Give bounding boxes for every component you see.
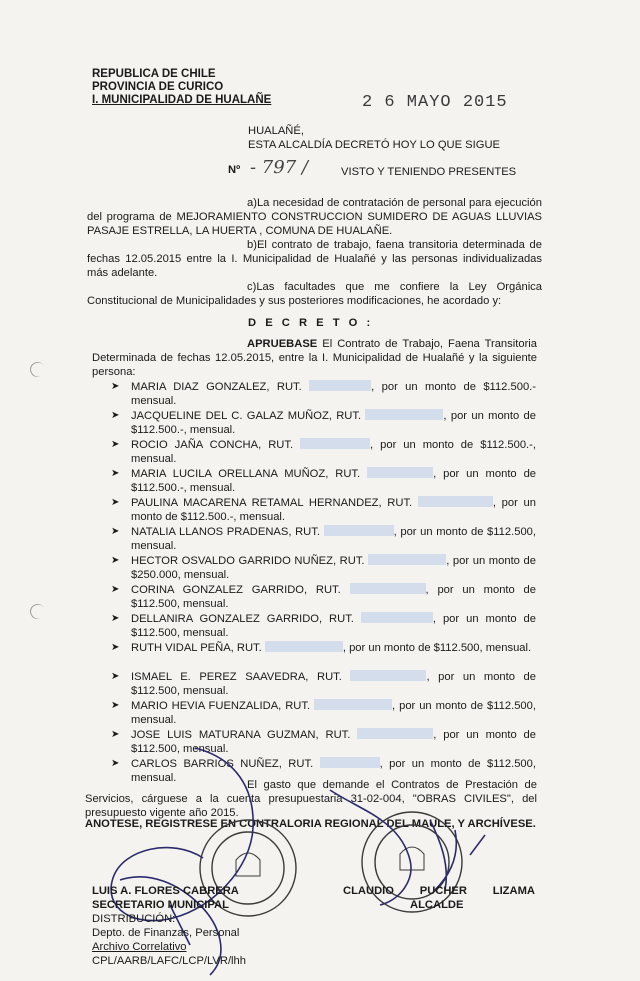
list-item: ➤ NATALIA LLANOS PRADENAS, RUT. , por un monto de $112.500, mensual.: [111, 526, 536, 552]
arrow-bullet-icon: ➤: [111, 555, 120, 566]
anotese-paragraph: ANOTESE, REGISTRESE EN CONTRALORIA REGIONAL DEL MAULE, Y ARCHÍVESE.: [85, 818, 536, 830]
arrow-bullet-icon: ➤: [111, 381, 120, 392]
distribution-initials: CPL/AARB/LAFC/LCP/LVR/lhh: [92, 955, 246, 967]
signer-right-title: ALCALDE: [410, 899, 464, 911]
distribution-line-1: Depto. de Finanzas, Personal: [92, 927, 240, 939]
date-stamp: 2 6 MAYO 2015: [362, 93, 508, 112]
apruebase-text: El Contrato de Trabajo, Faena Transitoria Determinada de fechas 12.05.2015, entre la I. Municipalidad de Hualañé y la siguiente persona:: [92, 338, 537, 378]
arrow-bullet-icon: ➤: [111, 526, 120, 537]
list-item: ➤ MARIO HEVIA FUENZALIDA, RUT. , por un monto de $112.500, mensual.: [111, 700, 536, 726]
apruebase-label: APRUEBASE: [247, 338, 318, 350]
gasto-paragraph: El gasto que demande el Contratos de Prestación de Servicios, cárguese a la cuenta presupuestaria 31-02-004, "OBRAS CIVILES", del presupuesto vigente año 2015.: [85, 779, 537, 819]
list-item: ➤ HECTOR OSVALDO GARRIDO NUÑEZ, RUT. , por un monto de $250.000, mensual.: [111, 555, 536, 581]
arrow-bullet-icon: ➤: [111, 439, 120, 450]
header-municipality: I. MUNICIPALIDAD DE HUALAÑE: [92, 94, 272, 106]
consideration-c: c)Las facultades que me confiere la Ley Orgánica Constitucional de Municipalidades y sus posteriores modificaciones, he acordado y:: [87, 281, 542, 307]
list-item: ➤ RUTH VIDAL PEÑA, RUT. , por un monto de $112.500, mensual.: [111, 642, 532, 654]
arrow-bullet-icon: ➤: [111, 613, 120, 624]
header-province: PROVINCIA DE CURICO: [92, 81, 224, 93]
decree-number: - 797 /: [250, 157, 308, 178]
arrow-bullet-icon: ➤: [111, 642, 120, 653]
list-item: ➤ MARIA DIAZ GONZALEZ, RUT. , por un monto de $112.500.- mensual.: [111, 381, 536, 407]
consideration-a: a)La necesidad de contratación de personal para ejecución del programa de MEJORAMIENTO CONSTRUCCION SUMIDERO DE AGUAS LLUVIAS PASAJE ESTRELLA, LA HUERTA , COMUNA DE HUALAÑE.: [87, 197, 542, 237]
decree-statement: ESTA ALCALDÍA DECRETÓ HOY LO QUE SIGUE: [248, 139, 500, 151]
visto-text: VISTO Y TENIENDO PRESENTES: [341, 166, 517, 178]
distribution-heading: DISTRIBUCIÓN:: [92, 913, 176, 925]
signer-left-title: SECRETARIO MUNICIPAL: [92, 899, 229, 911]
distribution-line-2: Archivo Correlativo: [92, 941, 187, 953]
decree-number-prefix: Nº: [228, 164, 241, 176]
arrow-bullet-icon: ➤: [111, 584, 120, 595]
arrow-bullet-icon: ➤: [111, 497, 120, 508]
list-item: ➤ MARIA LUCILA ORELLANA MUÑOZ, RUT. , por un monto de $112.500.-, mensual.: [111, 468, 537, 494]
list-item: ➤ DELLANIRA GONZALEZ GARRIDO, RUT. , por un monto de $112.500, mensual.: [111, 613, 536, 639]
signer-left-name: LUIS A. FLORES CABRERA: [92, 885, 239, 897]
arrow-bullet-icon: ➤: [111, 410, 120, 421]
list-item: ➤ CARLOS BARRIOS NUÑEZ, RUT. , por un monto de $112.500, mensual.: [111, 758, 536, 784]
place-name: HUALAÑÉ,: [248, 125, 304, 137]
list-item: ➤ CORINA GONZALEZ GARRIDO, RUT. , por un monto de $112.500, mensual.: [111, 584, 536, 610]
list-item: ➤ PAULINA MACARENA RETAMAL HERNANDEZ, RUT. , por un monto de $112.500.-, mensual.: [111, 497, 536, 523]
consideration-b: b)El contrato de trabajo, faena transitoria determinada de fechas 12.05.2015 entre la I. Municipalidad de Hualañé y las personas individualizadas más adelante.: [87, 239, 542, 279]
arrow-bullet-icon: ➤: [111, 729, 120, 740]
decreto-heading: D E C R E T O :: [248, 317, 374, 329]
list-item: ➤ JOSE LUIS MATURANA GUZMAN, RUT. , por un monto de $112.500, mensual.: [111, 729, 536, 755]
list-item: ➤ ROCIO JAÑA CONCHA, RUT. , por un monto de $112.500.-, mensual.: [111, 439, 536, 465]
signer-right-name: CLAUDIO PUCHER LIZAMA: [343, 885, 535, 897]
arrow-bullet-icon: ➤: [111, 758, 120, 769]
list-item: ➤ ISMAEL E. PEREZ SAAVEDRA, RUT. , por un monto de $112.500, mensual.: [111, 671, 536, 697]
list-item: ➤ JACQUELINE DEL C. GALAZ MUÑOZ, RUT. , por un monto de $112.500.-, mensual.: [111, 410, 536, 436]
arrow-bullet-icon: ➤: [111, 700, 120, 711]
arrow-bullet-icon: ➤: [111, 671, 120, 682]
header-republic: REPUBLICA DE CHILE: [92, 68, 216, 80]
arrow-bullet-icon: ➤: [111, 468, 120, 479]
